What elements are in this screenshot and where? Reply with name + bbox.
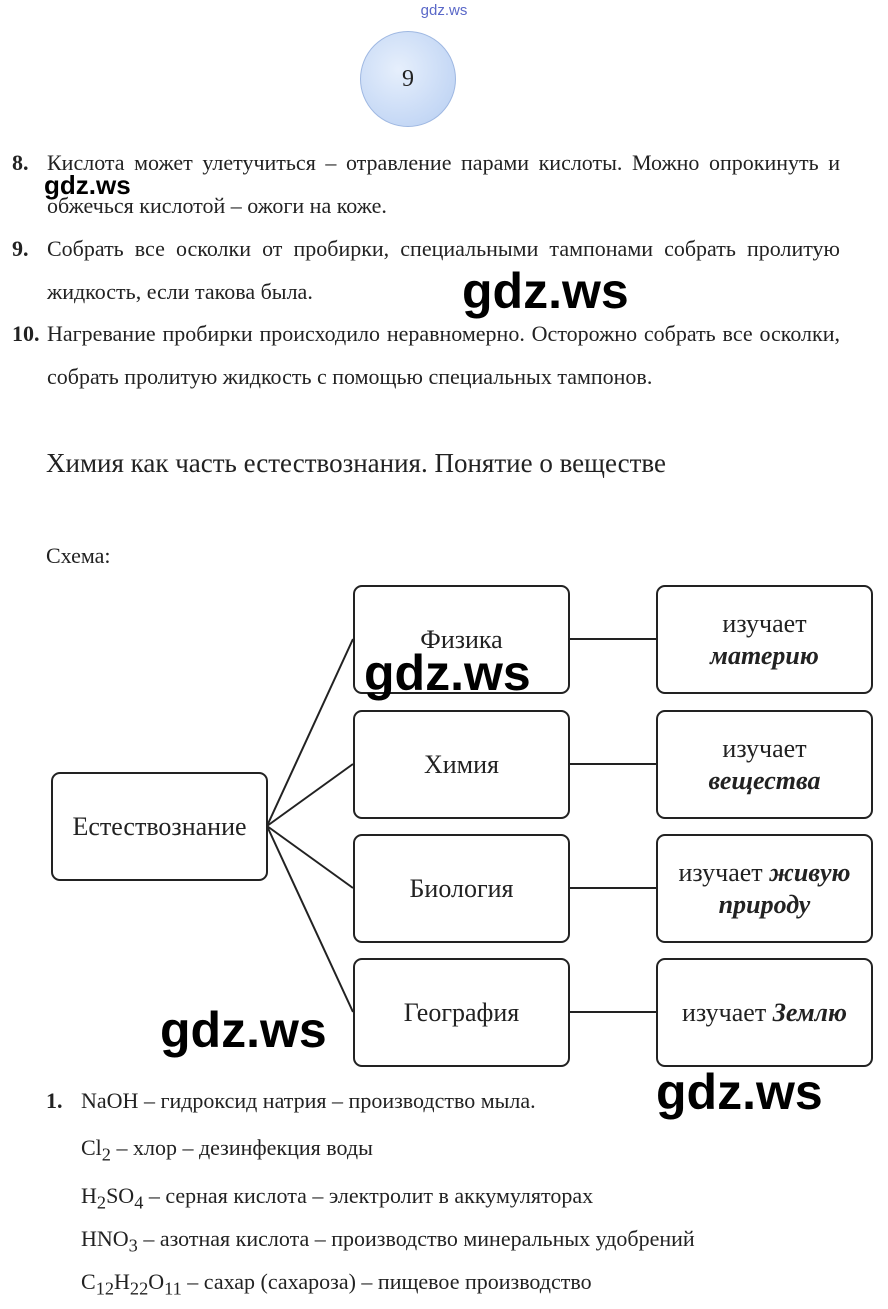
science-box (353, 834, 570, 943)
studies-prefix: изучает (678, 857, 763, 887)
watermark: gdz.ws (462, 263, 629, 319)
formula: $Cl_2$ (81, 1135, 111, 1165)
studies-prefix: изучает (722, 733, 807, 763)
watermark: gdz.ws (656, 1064, 823, 1120)
studies-prefix: изучает (682, 997, 767, 1027)
studies-box (656, 834, 873, 943)
formula: NaOH (81, 1088, 139, 1113)
connector-line (267, 826, 353, 1012)
substance-item (46, 1224, 846, 1260)
substance-description: – сахар (сахароза) – пищевое производство (181, 1269, 592, 1294)
studies-object: живую природу (718, 857, 851, 919)
studies-box (656, 585, 873, 694)
connector-line (267, 826, 353, 888)
substance-description: – азотная кислота – производство минеральных удобрений (137, 1226, 695, 1251)
science-label: Физика (420, 624, 503, 654)
formula: $H_2SO_4$ (81, 1183, 144, 1213)
science-label: Биология (409, 873, 514, 903)
top-watermark: gdz.ws (420, 2, 468, 19)
studies-object: материю (710, 640, 819, 670)
science-label: География (403, 997, 520, 1027)
connector-line (267, 764, 353, 826)
substance-item (46, 1267, 846, 1303)
substances-number: 1. (46, 1088, 63, 1113)
formula: $C_{12}H_{22}O_{11}$ (81, 1269, 182, 1299)
formula: $HNO_3$ (81, 1226, 138, 1256)
studies-box (656, 710, 873, 819)
watermark: gdz.ws (44, 170, 131, 200)
answer-number: 9. (12, 236, 29, 261)
studies-box (656, 958, 873, 1067)
science-box (353, 710, 570, 819)
answer-text: Нагревание пробирки происходило неравномерно. Осторожно собрать все осколки, собрать пролитую жидкость с помощью специальных тампонов. (47, 321, 840, 389)
answer-number: 8. (12, 150, 29, 175)
answer-number: 10. (12, 321, 40, 346)
substance-description: – серная кислота – электролит в аккумуляторах (143, 1183, 594, 1208)
science-box (353, 958, 570, 1067)
watermark: gdz.ws (364, 645, 531, 701)
science-label: Химия (423, 749, 500, 779)
substance-description: – хлор – дезинфекция воды (110, 1135, 373, 1160)
schema-label: Схема: (46, 543, 111, 568)
connector-line (267, 639, 353, 826)
page-number: 9 (402, 65, 414, 92)
root-box (51, 772, 268, 881)
root-label: Естествознание (72, 811, 247, 841)
substance-item (46, 1133, 846, 1169)
studies-prefix: изучает (722, 608, 807, 638)
studies-object: Землю (772, 997, 847, 1027)
answer-text: Кислота может улетучиться – отравление парами кислоты. Можно опрокинуть и обжечься кислотой – ожоги на коже. (47, 150, 840, 218)
substance-description: – гидроксид натрия – производство мыла. (138, 1088, 536, 1113)
substance-item (46, 1181, 846, 1217)
watermark: gdz.ws (160, 1002, 327, 1058)
answer-text: Собрать все осколки от пробирки, специальными тампонами собрать пролитую жидкость, если такова была. (47, 236, 840, 304)
section-title: Химия как часть естествознания. Понятие о веществе (46, 448, 666, 478)
studies-object: вещества (708, 765, 821, 795)
